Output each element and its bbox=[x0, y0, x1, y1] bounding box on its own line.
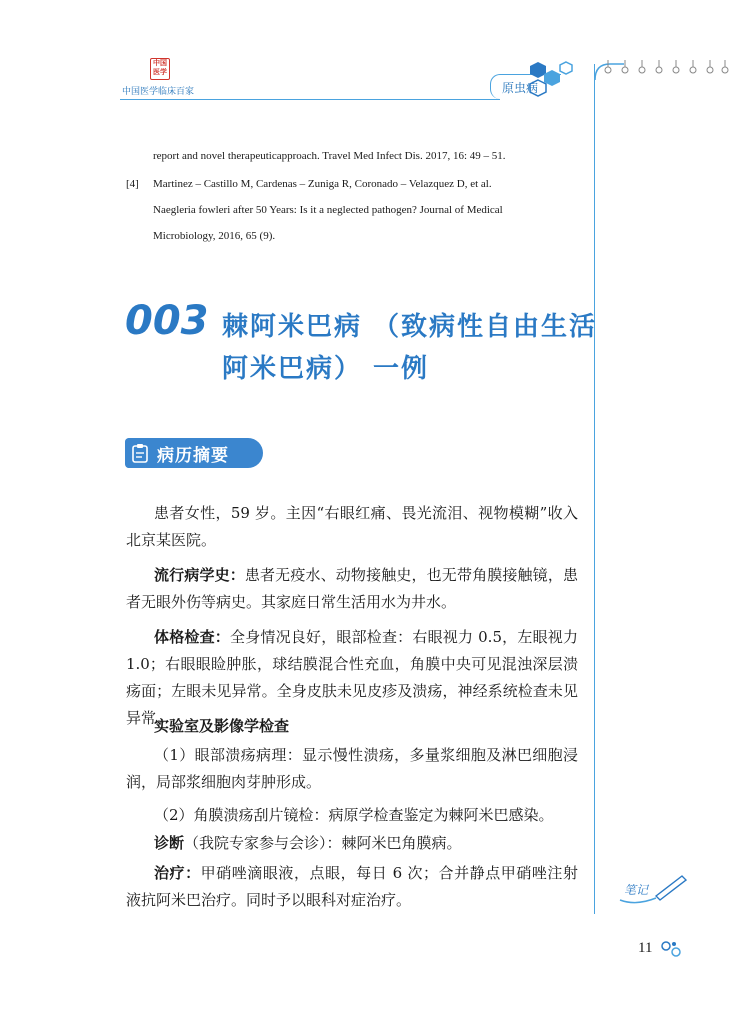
page-number-decoration-icon bbox=[660, 940, 684, 958]
epidemiology-heading: 流行病学史： bbox=[154, 566, 245, 584]
treatment-heading: 治疗： bbox=[154, 864, 201, 882]
section-label: 原虫病 bbox=[502, 81, 539, 95]
paragraph-chief-complaint: 患者女性，59 岁。主因“右眼红痛、畏光流泪、视物模糊”收入北京某医院。 bbox=[126, 504, 578, 549]
notes-label: 笔记 bbox=[624, 883, 649, 897]
case-title-line-1: 棘阿米巴病 （致病性自由生活 bbox=[222, 312, 598, 342]
case-title bbox=[222, 306, 597, 390]
paragraph-treatment bbox=[126, 860, 578, 914]
reference-4-line-3: Microbiology, 2016, 65 (9). bbox=[153, 230, 276, 242]
clipboard-icon bbox=[130, 443, 150, 463]
page-number: 11 bbox=[638, 940, 653, 956]
paragraph-lab-heading bbox=[126, 713, 578, 740]
notes-margin-line bbox=[594, 64, 595, 914]
physical-exam-heading: 体格检查： bbox=[154, 628, 230, 646]
lab-heading: 实验室及影像学检查 bbox=[154, 717, 290, 735]
publisher-logo bbox=[150, 58, 170, 80]
reference-continuation: report and novel therapeuticapproach. Travel Med Infect Dis. 2017, 16: 49 – 51. bbox=[153, 150, 506, 162]
paragraph-epidemiology bbox=[126, 562, 578, 616]
series-caption: 中国医学临床百家 bbox=[122, 87, 195, 97]
case-number: 003 bbox=[125, 298, 209, 344]
notes-pen-icon bbox=[616, 872, 690, 908]
hexagon-cluster-icon bbox=[528, 60, 574, 100]
logo-text-bottom: 医学 bbox=[153, 68, 167, 76]
logo-text-top: 中国 bbox=[153, 59, 167, 67]
summary-heading: 病历摘要 bbox=[157, 446, 229, 466]
header-divider bbox=[120, 99, 500, 100]
physical-exam-text: 全身情况良好，眼部检查：右眼视力 0.5，左眼视力 1.0；右眼眼睑肿胀，球结膜混合性充血，角膜中央可见混浊深层溃疡面；左眼未见异常。全身皮肤未见皮疹及溃疡，神经系统检查未见异常。 bbox=[126, 628, 578, 727]
reference-4-line-2: Naegleria fowleri after 50 Years: Is it a neglected pathogen? Journal of Medical bbox=[153, 204, 503, 216]
case-title-line-2: 阿米巴病） 一例 bbox=[222, 354, 430, 384]
reference-number: [4] bbox=[126, 178, 139, 190]
paragraph-pathology: （1）眼部溃疡病理：显示慢性溃疡，多量浆细胞及淋巴细胞浸润，局部浆细胞肉芽肿形成。 bbox=[126, 746, 578, 791]
paragraph-diagnosis bbox=[126, 830, 578, 857]
diagnosis-heading: 诊断 bbox=[154, 834, 185, 852]
reference-4-line-1: Martinez – Castillo M, Cardenas – Zuniga R, Coronado – Velazquez D, et al. bbox=[153, 178, 492, 190]
treatment-text: 甲硝唑滴眼液，点眼，每日 6 次；合并静点甲硝唑注射液抗阿米巴治疗。同时予以眼科对症治疗。 bbox=[126, 864, 578, 909]
notebook-rings-icon bbox=[600, 58, 730, 78]
paragraph-smear: （2）角膜溃疡刮片镜检：病原学检查鉴定为棘阿米巴感染。 bbox=[154, 806, 554, 824]
epidemiology-text: 患者无疫水、动物接触史，也无带角膜接触镜，患者无眼外伤等病史。其家庭日常生活用水为井水。 bbox=[126, 566, 578, 611]
diagnosis-text: （我院专家参与会诊）：棘阿米巴角膜病。 bbox=[184, 834, 462, 852]
